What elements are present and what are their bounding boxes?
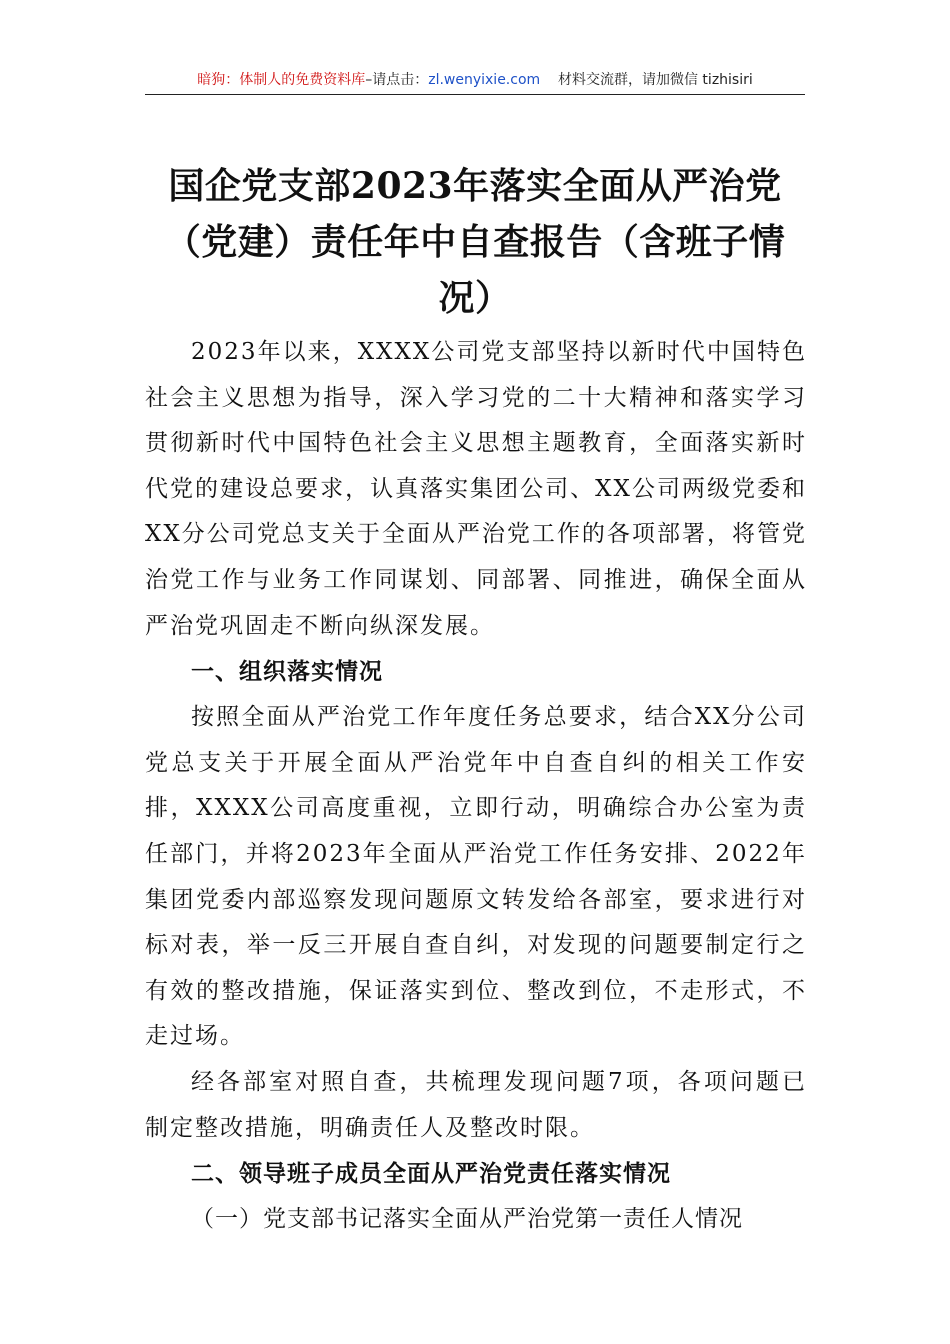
header-site-name: 暗狗：体制人的免费资料库 <box>197 72 366 88</box>
subsection-heading-1: （一）党支部书记落实全面从严治党第一责任人情况 <box>191 1206 743 1233</box>
paragraph-self-check: 经各部室对照自查，共梳理发现问题7项，各项问题已制定整改措施，明确责任人及整改时限。 <box>145 1068 807 1141</box>
document-title: 国企党支部2023年落实全面从严治党（党建）责任年中自查报告（含班子情况） <box>164 165 786 319</box>
section-heading-1: 一、组织落实情况 <box>191 659 383 686</box>
header-click-prompt: –请点击： <box>365 72 429 88</box>
header-wechat-note: 材料交流群，请加微信 tizhisiri <box>557 72 753 88</box>
paragraph-organization: 按照全面从严治党工作年度任务总要求，结合XX分公司党总支关于开展全面从严治党年中自查自纠的相关工作安排，XXXX公司高度重视，立即行动，明确综合办公室为责任部门，并将2023年全面从严治党工作任务安排、2022年集团党委内部巡察发现问题原文转发给各部室，要求进行对标对表，举一反三开展自查自纠，对发现的问题要制定行之有效的整改措施，保证落实到位、整改到位，不走形式，不走过场。 <box>145 704 807 1050</box>
document-body <box>145 330 807 1243</box>
section-heading-2: 二、领导班子成员全面从严治党责任落实情况 <box>191 1161 671 1188</box>
header-site-link[interactable]: zl.wenyixie.com <box>428 72 541 88</box>
paragraph-intro: 2023年以来，XXXX公司党支部坚持以新时代中国特色社会主义思想为指导，深入学习党的二十大精神和落实学习贯彻新时代中国特色社会主义思想主题教育，全面落实新时代党的建设总要求，认真落实集团公司、XX公司两级党委和XX分公司党总支关于全面从严治党工作的各项部署，将管党治党工作与业务工作同谋划、同部署、同推进，确保全面从严治党巩固走不断向纵深发展。 <box>145 339 807 639</box>
page-header <box>145 70 805 95</box>
